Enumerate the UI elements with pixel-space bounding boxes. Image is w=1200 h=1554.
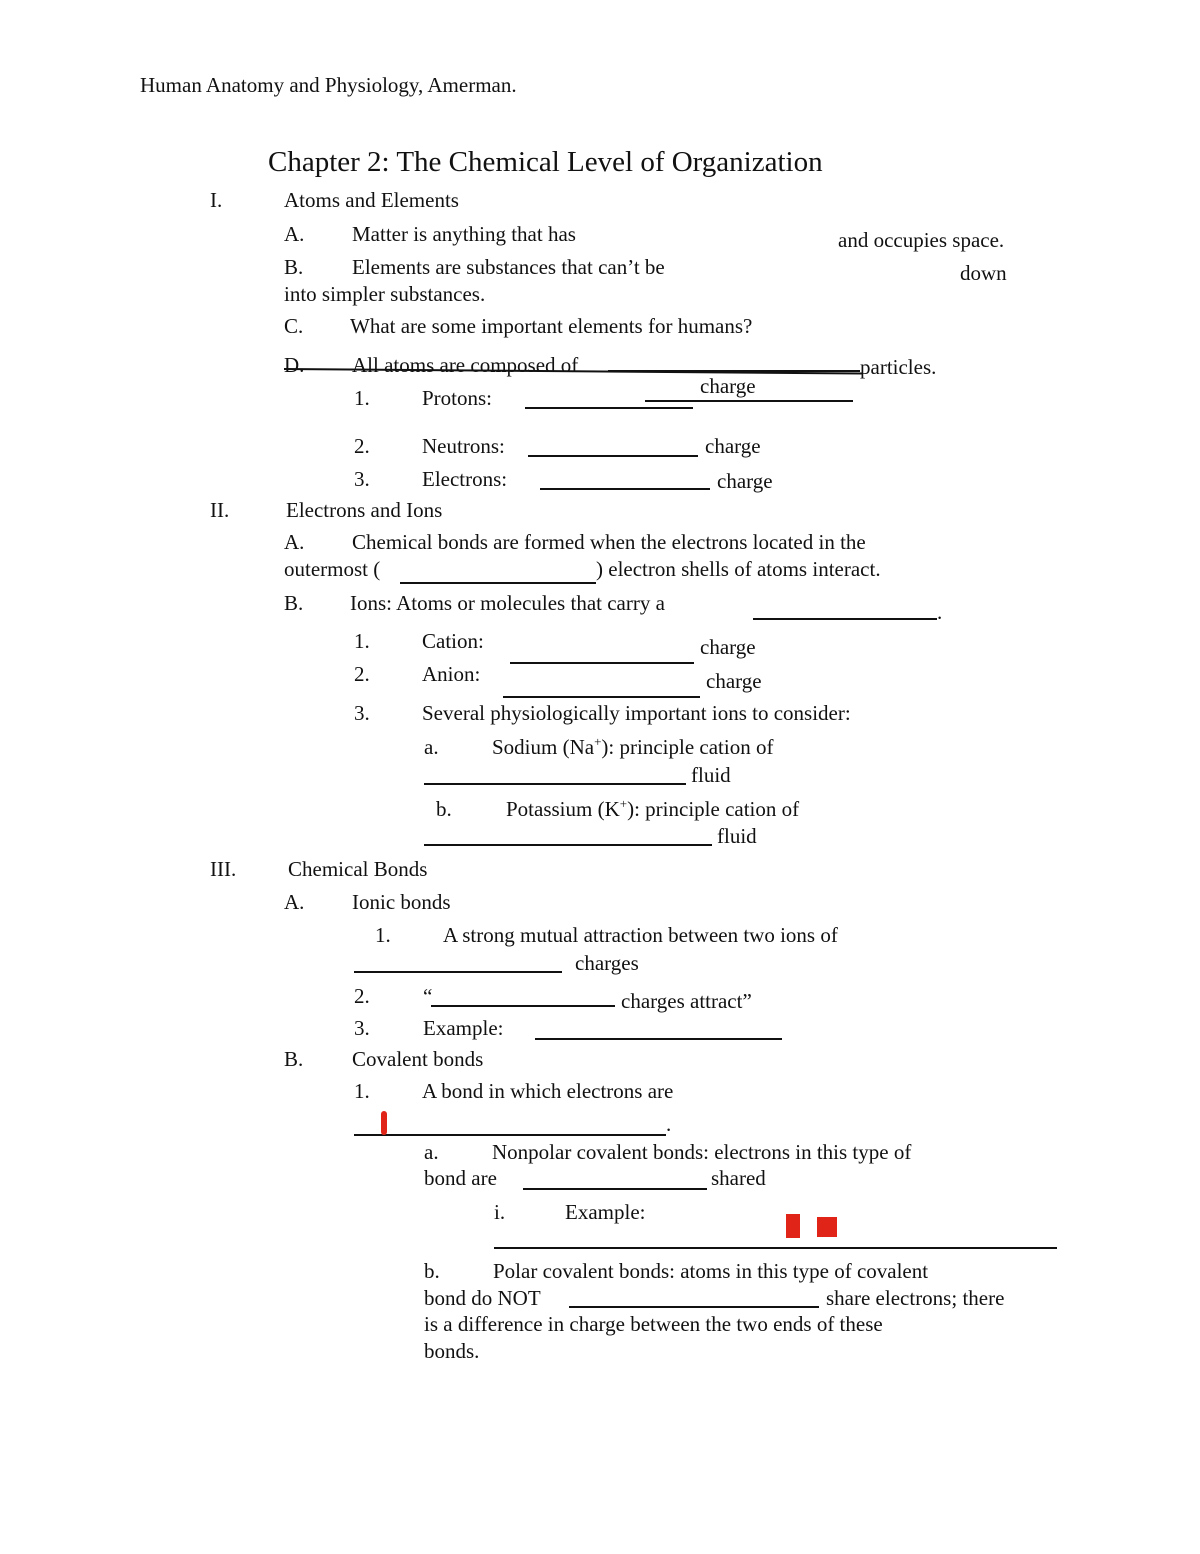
- item-2a-number: A.: [284, 530, 305, 554]
- item-1b-continuation: into simpler substances.: [284, 282, 486, 306]
- blank-cation[interactable]: [510, 662, 694, 664]
- red-pen-mark: [381, 1111, 387, 1135]
- sodium-text: Sodium (Na+): principle cation of: [492, 734, 774, 759]
- covalent-item-1-text: A bond in which electrons are: [422, 1079, 674, 1103]
- nonpolar-number: a.: [424, 1140, 439, 1164]
- blank-sodium-fluid[interactable]: [424, 783, 686, 785]
- neutrons-number: 2.: [354, 434, 370, 458]
- sodium-number: a.: [424, 735, 439, 759]
- item-1b-tail: down: [960, 261, 1007, 285]
- ions-item-3-number: 3.: [354, 701, 370, 725]
- blank-potassium-fluid[interactable]: [424, 844, 712, 846]
- section-1-heading: Atoms and Elements: [284, 188, 459, 212]
- item-2b-end: .: [937, 600, 943, 624]
- blank-ion-charge[interactable]: [753, 618, 937, 620]
- item-1a-number: A.: [284, 222, 305, 246]
- red-pen-mark: [786, 1214, 800, 1238]
- section-2-number: II.: [210, 498, 230, 522]
- ionic-item-2-prefix: “: [423, 984, 433, 1008]
- blank-protons-2[interactable]: [645, 400, 853, 402]
- electrons-suffix: charge: [717, 469, 773, 493]
- polar-line-4: bonds.: [424, 1339, 480, 1363]
- nonpolar-suffix: shared: [711, 1166, 766, 1190]
- potassium-suffix: fluid: [717, 824, 757, 848]
- ionic-item-1-suffix: charges: [575, 951, 639, 975]
- blank-anion[interactable]: [503, 696, 700, 698]
- chapter-title: Chapter 2: The Chemical Level of Organization: [268, 146, 823, 178]
- item-1b-text: Elements are substances that can’t be: [352, 255, 665, 279]
- covalent-item-1-number: 1.: [354, 1079, 370, 1103]
- cation-label: Cation:: [422, 629, 484, 653]
- cation-number: 1.: [354, 629, 370, 653]
- item-1c-text: What are some important elements for humans?: [350, 314, 753, 338]
- polar-cont-a: bond do NOT: [424, 1286, 541, 1310]
- polar-number: b.: [424, 1259, 440, 1283]
- nonpolar-cont: bond are: [424, 1166, 497, 1190]
- blank-particles[interactable]: [608, 370, 860, 372]
- blank-opposites[interactable]: [431, 1005, 615, 1007]
- section-3-number: III.: [210, 857, 237, 881]
- neutrons-suffix: charge: [705, 434, 761, 458]
- protons-suffix: charge: [700, 374, 756, 398]
- item-2a-cont-a: outermost (: [284, 557, 381, 581]
- neutrons-label: Neutrons:: [422, 434, 505, 458]
- anion-number: 2.: [354, 662, 370, 686]
- protons-label: Protons:: [422, 386, 493, 410]
- electrons-label: Electrons:: [422, 467, 508, 491]
- blank-equally-polar[interactable]: [569, 1306, 819, 1308]
- protons-number: 1.: [354, 386, 370, 410]
- blank-electrons[interactable]: [540, 488, 710, 490]
- ionic-item-3-number: 3.: [354, 1016, 370, 1040]
- electrons-number: 3.: [354, 467, 370, 491]
- item-1b-number: B.: [284, 255, 304, 279]
- blank-neutrons[interactable]: [528, 455, 698, 457]
- blank-shared[interactable]: [354, 1134, 666, 1136]
- running-header: Human Anatomy and Physiology, Amerman.: [140, 73, 517, 97]
- blank-protons-1[interactable]: [525, 407, 693, 409]
- item-1a-tail: and occupies space.: [838, 228, 1005, 252]
- potassium-number: b.: [436, 797, 452, 821]
- ions-item-3-text: Several physiologically important ions to consider:: [422, 701, 851, 725]
- item-1d-number: D.: [284, 353, 305, 377]
- covalent-item-1-end: .: [666, 1112, 672, 1136]
- item-3a-number: A.: [284, 890, 305, 914]
- item-3a-heading: Ionic bonds: [352, 890, 451, 914]
- item-2a-text: Chemical bonds are formed when the electrons located in the: [352, 530, 866, 554]
- cation-suffix: charge: [700, 635, 756, 659]
- item-2b-text: Ions: Atoms or molecules that carry a: [350, 591, 665, 615]
- section-3-heading: Chemical Bonds: [288, 857, 428, 881]
- polar-line-3: is a difference in charge between the two ends of these: [424, 1312, 883, 1336]
- blank-equally[interactable]: [523, 1188, 707, 1190]
- ionic-item-1-text: A strong mutual attraction between two ions of: [443, 923, 838, 947]
- blank-ionic-example[interactable]: [535, 1038, 782, 1040]
- item-1a-text: Matter is anything that has: [352, 222, 576, 246]
- item-1d-text: All atoms are composed of: [352, 353, 579, 377]
- blank-valence[interactable]: [400, 582, 596, 584]
- ionic-item-1-number: 1.: [375, 923, 391, 947]
- polar-text: Polar covalent bonds: atoms in this type of covalent: [493, 1259, 929, 1283]
- item-3b-heading: Covalent bonds: [352, 1047, 484, 1071]
- anion-suffix: charge: [706, 669, 762, 693]
- ionic-item-2-suffix: charges attract”: [621, 989, 752, 1013]
- section-1-number: I.: [210, 188, 223, 212]
- sodium-suffix: fluid: [691, 763, 731, 787]
- item-2a-cont-b: ) electron shells of atoms interact.: [596, 557, 881, 581]
- nonpolar-text: Nonpolar covalent bonds: electrons in this type of: [492, 1140, 912, 1164]
- red-pen-mark: [817, 1217, 837, 1237]
- nonpolar-example-number: i.: [494, 1200, 506, 1224]
- blank-nonpolar-example[interactable]: [494, 1247, 1057, 1249]
- ionic-item-3-label: Example:: [423, 1016, 504, 1040]
- item-2b-number: B.: [284, 591, 304, 615]
- anion-label: Anion:: [422, 662, 481, 686]
- nonpolar-example-label: Example:: [565, 1200, 646, 1224]
- potassium-text: Potassium (K+): principle cation of: [506, 796, 800, 821]
- blank-opposite[interactable]: [354, 971, 562, 973]
- polar-cont-b: share electrons; there: [826, 1286, 1005, 1310]
- item-1d-tail: particles.: [860, 355, 937, 379]
- item-1c-number: C.: [284, 314, 304, 338]
- item-3b-number: B.: [284, 1047, 304, 1071]
- ionic-item-2-number: 2.: [354, 984, 370, 1008]
- section-2-heading: Electrons and Ions: [286, 498, 443, 522]
